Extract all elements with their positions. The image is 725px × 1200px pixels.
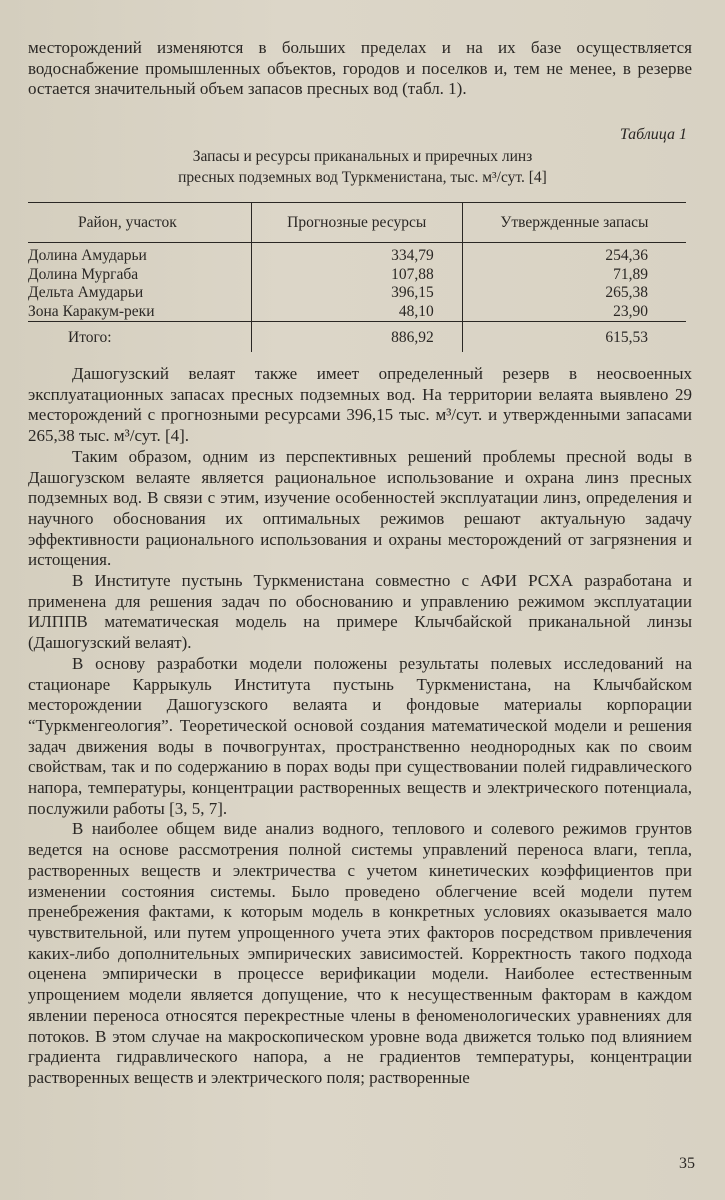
paragraph: Дашогузский велаят также имеет определенный резерв в неосвоенных эксплуатационных запасах пресных подземных вод. На территории велаята выявлено 29 месторождений с прогнозными ресурсами 396,15 тыс. м³/сут. и утвержденными запасами 265,38 тыс. м³/сут. [4].: [28, 364, 692, 446]
total-label: Итого:: [28, 322, 251, 353]
table-caption-line-2: пресных подземных вод Туркменистана, тыс. м³/сут. [4]: [178, 169, 547, 186]
row-region: Долина Амударьи: [28, 247, 147, 265]
paragraph: Таким образом, одним из перспективных решений проблемы пресной воды в Дашогузском велаяте является рациональное использование и охрана линз пресных подземных вод. В связи с этим, изучение особенностей эксплуатации линз, определения и научного обоснования их оптимальных режимов решают актуальную задачу эффективности рационального использования и охраны месторождений от загрязнения и истощения.: [28, 446, 692, 570]
header-approved-reserves: Утвержденные запасы: [462, 203, 686, 243]
row-forecast: 107,88: [251, 266, 462, 285]
table-caption: [0, 146, 725, 188]
row-region: Зона Каракум-реки: [28, 302, 155, 320]
body-text: [28, 364, 692, 1089]
table-caption-line-1: Запасы и ресурсы приканальных и приречных линз: [192, 148, 533, 165]
table-total-row: [28, 322, 686, 353]
top-paragraph: месторождений изменяются в больших пределах и на их базе осуществляется водоснабжение промышленных объектов, городов и поселков и, тем не менее, в резерве остается значительный объем запасов пресных вод (табл. 1).: [28, 38, 692, 99]
row-region: Долина Мургаба: [28, 265, 139, 283]
header-region: Район, участок: [28, 203, 251, 243]
total-forecast: 886,92: [251, 322, 462, 353]
row-approved: 265,38: [462, 284, 686, 303]
paragraph: В Институте пустынь Туркменистана совместно с АФИ РСХА разработана и применена для решения задач по обоснованию и управлению режимом эксплуатации ИЛППВ математическая модель на примере Клычбайской приканальной линзы (Дашогузский велаят).: [28, 571, 692, 653]
row-forecast: 48,10: [251, 303, 462, 322]
row-forecast: 334,79: [251, 243, 462, 266]
paragraph: В наиболее общем виде анализ водного, теплового и солевого режимов грунтов ведется на основе рассмотрения полной системы управлений переноса влаги, тепла, растворенных веществ и электричества с учетом кинетических коэффициентов при изменении состояния системы. Было проведено облегчение всей модели путем пренебрежения фактами, к которым модель в конкретных условиях оказывается мало чувствительной, или путем упрощенного учета этих факторов посредством привлечения каких-либо дополнительных эмпирических зависимостей. Корректность такого подхода оценена эмпирически в процессе верификации модели. Наиболее естественным упрощением модели является допущение, что к несущественным факторам в каждом явлении переноса относятся перекрестные члены в феноменологических уравнениях для потоков. В этом случае на макроскопическом уровне вода движется только под влиянием градиента гидравлического напора, а не градиентов температуры, концентрации растворенных веществ и электрического поля; растворенные: [28, 819, 692, 1087]
row-forecast: 396,15: [251, 284, 462, 303]
table-header-row: [28, 203, 686, 243]
row-approved: 254,36: [462, 243, 686, 266]
paragraph: В основу разработки модели положены результаты полевых исследований на стационаре Каррыкуль Института пустынь Туркменистана, на Клычбайском месторождении Дашогузского велаята и фондовые материалы корпорации “Туркменгеология”. Теоретической основой создания математической модели и решения задач движения воды в почвогрунтах, пространственно неоднородных как по своим свойствам, так и по содержанию в порах воды при существовании полей гидравлического напора, температуры, концентрации растворенных веществ и электрического потенциала, послужили работы [3, 5, 7].: [28, 653, 692, 818]
header-forecast-resources: Прогнозные ресурсы: [251, 203, 462, 243]
table-label: Таблица 1: [619, 126, 687, 143]
row-approved: 23,90: [462, 303, 686, 322]
row-approved: 71,89: [462, 266, 686, 285]
reserves-table: [28, 202, 686, 352]
page-number: 35: [679, 1155, 695, 1172]
row-region: Дельта Амударьи: [28, 284, 144, 302]
table-row: [28, 243, 686, 266]
top-paragraph-block: [28, 38, 692, 100]
total-approved: 615,53: [462, 322, 686, 353]
table-row: [28, 266, 686, 285]
table-row: [28, 284, 686, 303]
table-row: [28, 303, 686, 322]
